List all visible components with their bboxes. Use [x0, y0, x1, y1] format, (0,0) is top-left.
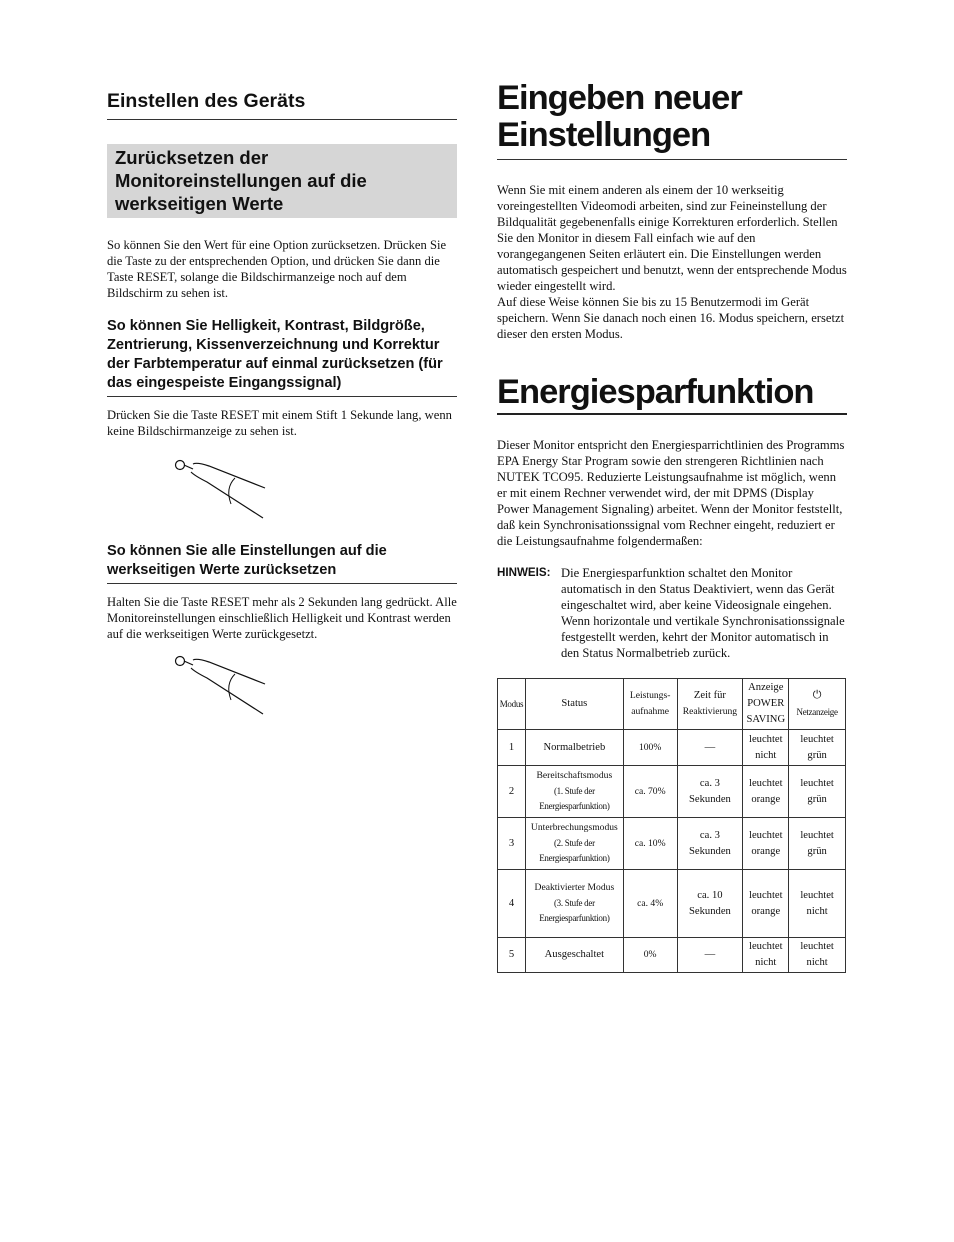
cell-status: Normalbetrieb: [525, 730, 623, 766]
cell-net: leuchtet grün: [789, 766, 846, 818]
cell-power: 0%: [623, 938, 677, 973]
table-header-row: [498, 679, 846, 730]
stylus-illustration: [173, 458, 293, 522]
note-label: HINWEIS:: [497, 566, 551, 579]
sub1-text: Drücken Sie die Taste RESET mit einem Stift 1 Sekunde lang, wenn keine Bildschirmanzeige zu sehen ist.: [107, 408, 452, 438]
sub2-title: So können Sie alle Einstellungen auf die werkseitigen Werte zurücksetzen: [107, 542, 457, 584]
note: [497, 565, 847, 661]
left-column: [107, 90, 457, 718]
cell-mode: 5: [498, 938, 526, 973]
title-new-settings: Eingeben neuer Einstellungen: [497, 80, 847, 160]
cell-reactivation: —: [677, 730, 743, 766]
cell-power: 100%: [623, 730, 677, 766]
section-title: Einstellen des Geräts: [107, 90, 457, 120]
right-column: [497, 80, 847, 973]
cell-power: ca. 10%: [623, 818, 677, 870]
sub1-title: So können Sie Helligkeit, Kontrast, Bildgröße, Zentrierung, Kissenverzeichnung und Korrektur der Farbtemperatur auf einmal zurücksetzen (für das eingespeiste Eingangssignal): [107, 317, 457, 397]
cell-power-saving: leuchtet orange: [743, 766, 789, 818]
reset-box-title: Zurücksetzen der Monitoreinstellungen auf die werkseitigen Werte: [107, 144, 457, 218]
cell-net: leuchtet grün: [789, 818, 846, 870]
cell-power: ca. 70%: [623, 766, 677, 818]
note-text: Die Energiesparfunktion schaltet den Monitor automatisch in den Status Deaktiviert, wenn das Gerät eingeschaltet wird, aber keine Videosignale eingehen. Wenn horizontale und vertikale Synchronisationssignale festgestellt werden, kehrt der Monitor automatisch in den Status Normalbetrieb zurück.: [561, 566, 845, 660]
power-modes-table: [497, 678, 846, 973]
cell-mode: 3: [498, 818, 526, 870]
cell-mode: 1: [498, 730, 526, 766]
cell-reactivation: ca. 3 Sekunden: [677, 766, 743, 818]
cell-status: Deaktivierter Modus (3. Stufe der Energiesparfunktion): [525, 870, 623, 938]
stylus-illustration-2: [173, 654, 293, 718]
cell-power-saving: leuchtet orange: [743, 818, 789, 870]
new-settings-text: Wenn Sie mit einem anderen als einem der 10 werkseitig voreingestellten Videomodi arbeiten, sind zur Feineinstellung der Bildqualität gegebenenfalls einige Korrekturen erforderlich. Stellen Sie den Monitor in diesem Fall einfach wie auf den vorangegangenen Seiten erläutert ein. Die Einstellungen werden automatisch gespeichert und benutzt, wenn der entsprechende Modus wieder eingestellt wird.: [497, 183, 847, 293]
header-power-saving: Anzeige POWER SAVING: [743, 679, 789, 730]
cell-power-saving: leuchtet nicht: [743, 938, 789, 973]
cell-reactivation: ca. 3 Sekunden: [677, 818, 743, 870]
cell-reactivation: ca. 10 Sekunden: [677, 870, 743, 938]
header-status: Status: [525, 679, 623, 730]
title-energy-saving: Energiesparfunktion: [497, 374, 847, 415]
table-row: [498, 818, 846, 870]
cell-mode: 4: [498, 870, 526, 938]
reset-intro-text: So können Sie den Wert für eine Option zurücksetzen. Drücken Sie die Taste zu der entsprechenden Option, und drücken Sie dann die Taste RESET, solange die Bildschirmanzeige noch auf dem Bildschirm zu sehen ist.: [107, 238, 447, 300]
power-icon: ⏻: [812, 688, 822, 701]
cell-mode: 2: [498, 766, 526, 818]
cell-status: Bereitschaftsmodus (1. Stufe der Energiesparfunktion): [525, 766, 623, 818]
cell-net: leuchtet grün: [789, 730, 846, 766]
cell-net: leuchtet nicht: [789, 870, 846, 938]
header-power: Leistungs- aufnahme: [623, 679, 677, 730]
table-row: [498, 938, 846, 973]
cell-net: leuchtet nicht: [789, 938, 846, 973]
header-mode: Modus: [498, 679, 526, 730]
cell-reactivation: —: [677, 938, 743, 973]
cell-power-saving: leuchtet orange: [743, 870, 789, 938]
header-net: ⏻ Netzanzeige: [789, 679, 846, 730]
energy-saving-text: Dieser Monitor entspricht den Energiesparrichtlinien des Programms EPA Energy Star Program sowie den strengeren Richtlinien nach NUTEK TCO95. Reduzierte Leistungsaufnahme ist möglich, wenn er mit einem Rechner verwendet wird, der mit DPMS (Display Power Management Signaling) arbeitet. Wenn der Monitor feststellt, daß kein Synchronisationssignal vom Rechner eingeht, reduziert er die Leistungsaufnahme folgendermaßen:: [497, 438, 845, 548]
cell-power-saving: leuchtet nicht: [743, 730, 789, 766]
cell-status: Unterbrechungsmodus (2. Stufe der Energiesparfunktion): [525, 818, 623, 870]
sub2-text: Halten Sie die Taste RESET mehr als 2 Sekunden lang gedrückt. Alle Monitoreinstellungen einschließlich Helligkeit und Kontrast werden auf die werkseitigen Werte zurückgesetzt.: [107, 595, 457, 641]
table-row: [498, 870, 846, 938]
table-row: [498, 730, 846, 766]
new-settings-text-2: Auf diese Weise können Sie bis zu 15 Benutzermodi im Gerät speichern. Wenn Sie danach noch einen 16. Modus speichern, ersetzt dieser den ersten Modus.: [497, 295, 845, 341]
header-reactivation: Zeit für Reaktivierung: [677, 679, 743, 730]
table-row: [498, 766, 846, 818]
cell-power: ca. 4%: [623, 870, 677, 938]
cell-status: Ausgeschaltet: [525, 938, 623, 973]
